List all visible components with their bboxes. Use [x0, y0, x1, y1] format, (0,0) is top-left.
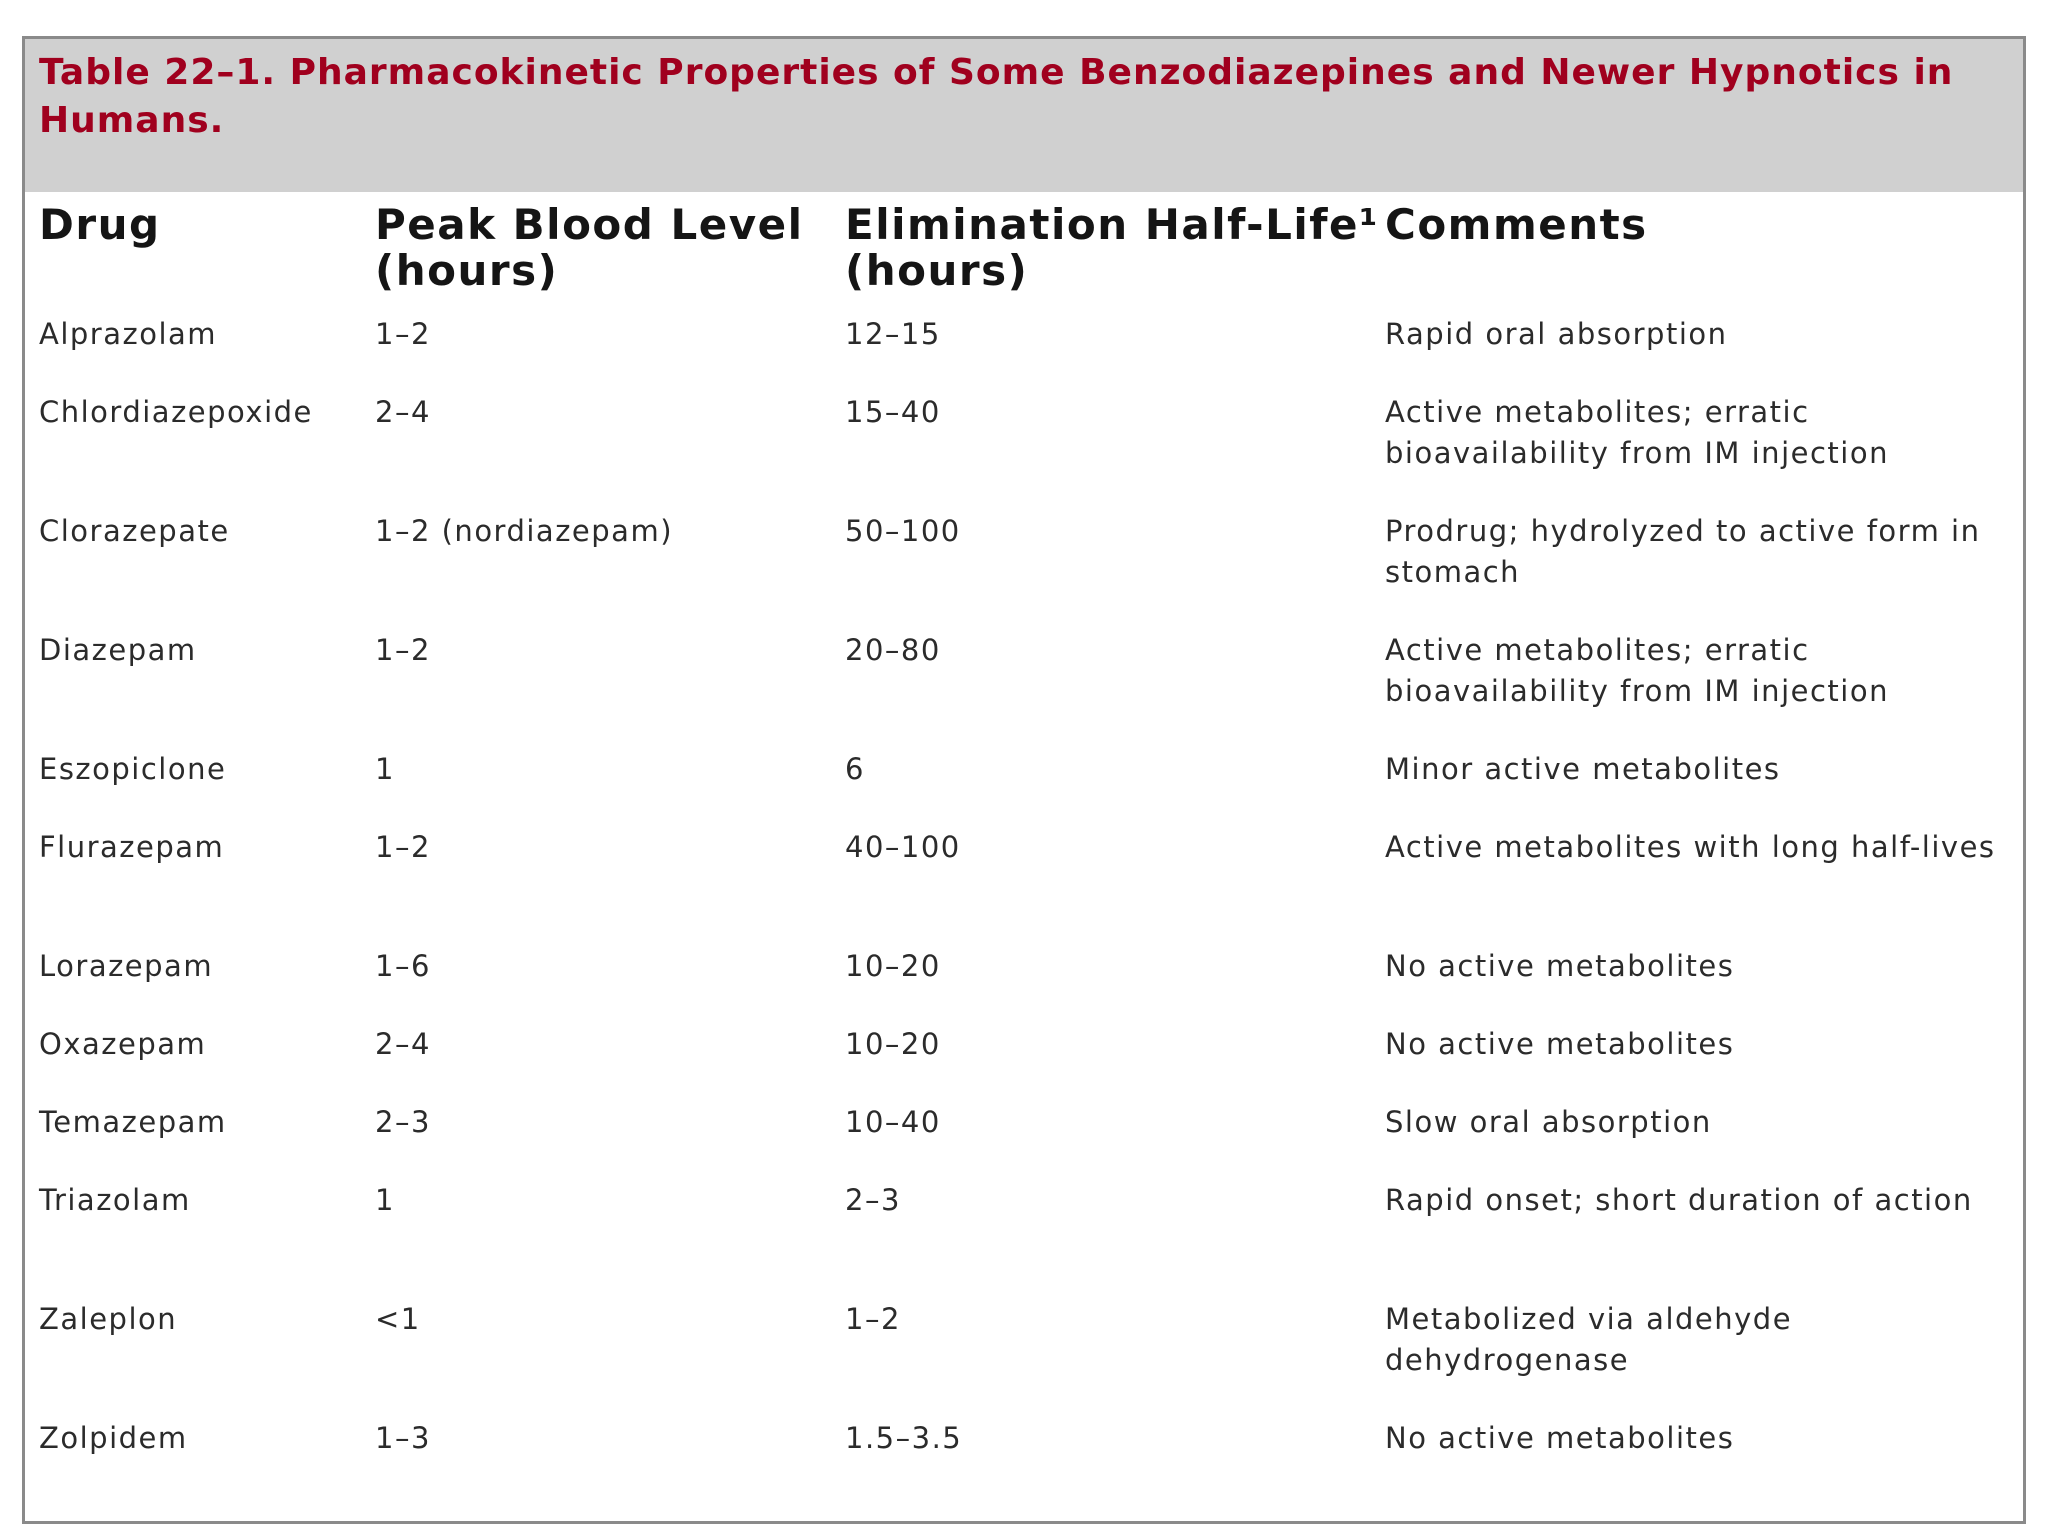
table-row: [25, 1418, 2023, 1496]
cell-comments: Active metabolites with long half-lives: [1385, 830, 1996, 864]
table-header-row: [25, 192, 2023, 314]
table-row: [25, 946, 2023, 1024]
cell-peak: 1: [375, 1183, 395, 1217]
table-row: [25, 1102, 2023, 1180]
header-peak-blood-level: Peak Blood Level (hours): [375, 200, 804, 295]
cell-peak: 2–4: [375, 1027, 431, 1061]
cell-peak: 1–2: [375, 830, 431, 864]
cell-drug: Flurazepam: [39, 830, 225, 864]
cell-comments: Rapid onset; short duration of action: [1385, 1183, 1973, 1217]
header-elimination-half-life: Elimination Half-Life¹ (hours): [845, 200, 1379, 295]
cell-half-life: 6: [845, 752, 865, 786]
cell-half-life: 12–15: [845, 317, 941, 351]
table-row: [25, 630, 2023, 749]
cell-drug: Clorazepate: [39, 514, 230, 548]
cell-half-life: 20–80: [845, 633, 941, 667]
cell-comments: Slow oral absorption: [1385, 1105, 1712, 1139]
cell-half-life: 2–3: [845, 1183, 901, 1217]
cell-peak: <1: [375, 1302, 421, 1336]
cell-drug: Zolpidem: [39, 1421, 188, 1455]
cell-comments: No active metabolites: [1385, 1421, 1735, 1455]
cell-comments: Prodrug; hydrolyzed to active form in stomach: [1385, 514, 1981, 589]
header-drug: Drug: [39, 200, 161, 249]
cell-half-life: 1.5–3.5: [845, 1421, 963, 1455]
header-comments: Comments: [1385, 200, 1648, 249]
table-row: [25, 1024, 2023, 1102]
cell-drug: Lorazepam: [39, 949, 214, 983]
cell-peak: 1–2: [375, 317, 431, 351]
table-caption: Table 22–1. Pharmacokinetic Properties of Some Benzodiazepines and Newer Hypnotics in Humans.: [25, 39, 2023, 192]
cell-drug: Oxazepam: [39, 1027, 207, 1061]
cell-comments: No active metabolites: [1385, 1027, 1735, 1061]
cell-half-life: 40–100: [845, 830, 961, 864]
cell-drug: Triazolam: [39, 1183, 191, 1217]
cell-comments: Active metabolites; erratic bioavailability from IM injection: [1385, 395, 1889, 470]
table-row: [25, 314, 2023, 392]
pharmacokinetics-table: [25, 192, 2023, 1496]
cell-comments: Active metabolites; erratic bioavailability from IM injection: [1385, 633, 1889, 708]
cell-comments: No active metabolites: [1385, 949, 1735, 983]
cell-drug: Chlordiazepoxide: [39, 395, 313, 429]
cell-drug: Temazepam: [39, 1105, 227, 1139]
table-row: [25, 392, 2023, 511]
cell-peak: 2–3: [375, 1105, 431, 1139]
cell-peak: 2–4: [375, 395, 431, 429]
cell-peak: 1–2 (nordiazepam): [375, 514, 674, 548]
cell-comments: Rapid oral absorption: [1385, 317, 1728, 351]
pharmacokinetics-table-frame: [22, 36, 2026, 1524]
cell-peak: 1–2: [375, 633, 431, 667]
table-row: [25, 1299, 2023, 1418]
cell-half-life: 10–20: [845, 949, 941, 983]
cell-peak: 1–6: [375, 949, 431, 983]
cell-drug: Eszopiclone: [39, 752, 227, 786]
cell-drug: Zaleplon: [39, 1302, 178, 1336]
cell-peak: 1: [375, 752, 395, 786]
cell-half-life: 50–100: [845, 514, 961, 548]
cell-comments: Metabolized via aldehyde dehydrogenase: [1385, 1302, 1793, 1377]
table-row: [25, 511, 2023, 630]
cell-half-life: 10–40: [845, 1105, 941, 1139]
table-row: [25, 749, 2023, 827]
table-row: [25, 827, 2023, 946]
cell-drug: Alprazolam: [39, 317, 218, 351]
cell-peak: 1–3: [375, 1421, 431, 1455]
cell-half-life: 1–2: [845, 1302, 901, 1336]
cell-drug: Diazepam: [39, 633, 197, 667]
cell-half-life: 10–20: [845, 1027, 941, 1061]
cell-comments: Minor active metabolites: [1385, 752, 1781, 786]
cell-half-life: 15–40: [845, 395, 941, 429]
table-row: [25, 1180, 2023, 1299]
